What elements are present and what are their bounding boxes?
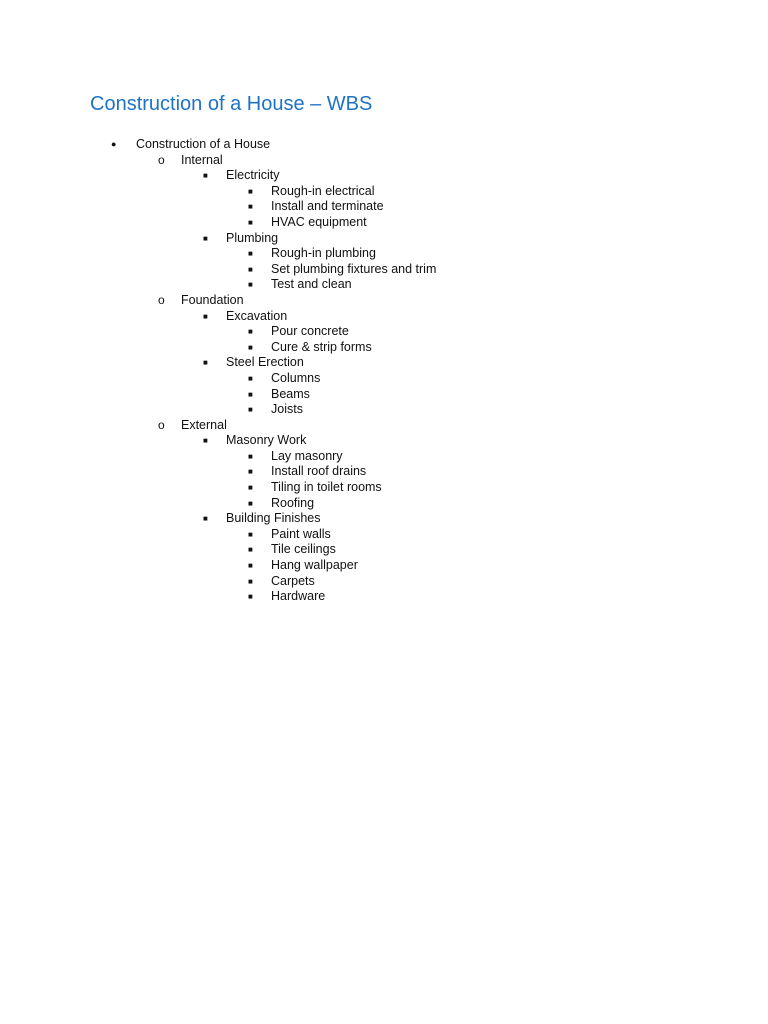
wbs-item-label: Plumbing [226,230,279,245]
wbs-item-label: Carpets [271,573,315,588]
wbs-item-label: Install and terminate [271,199,384,214]
wbs-item-task [0,542,768,558]
list-bullet: o [158,292,165,307]
wbs-item-label: External [181,417,227,432]
wbs-item-task [0,589,768,605]
wbs-item-label: Tiling in toilet rooms [271,480,382,495]
list-bullet: ■ [248,529,253,539]
list-bullet: ■ [248,249,253,259]
wbs-item-task [0,558,768,574]
list-bullet: ■ [203,171,208,181]
wbs-item-label: Roofing [271,495,315,510]
wbs-item-work-package [0,231,768,247]
list-bullet: ■ [248,498,253,508]
list-bullet: ■ [248,186,253,196]
list-bullet: ■ [248,451,253,461]
list-bullet: ■ [203,358,208,368]
document-title: Construction of a House – WBS [90,93,373,115]
wbs-item-label: Test and clean [271,277,352,292]
wbs-item-label: Building Finishes [226,511,321,526]
list-bullet: ■ [248,217,253,227]
list-bullet: ■ [248,342,253,352]
list-bullet: ■ [248,592,253,602]
wbs-item-work-package [0,511,768,527]
wbs-item-label: Construction of a House [136,137,271,151]
list-bullet: ■ [203,436,208,446]
wbs-item-task [0,480,768,496]
wbs-item-task [0,402,768,418]
wbs-item-label: Rough-in electrical [271,183,375,198]
list-bullet: ■ [248,389,253,399]
list-bullet: ■ [248,561,253,571]
wbs-item-work-package [0,309,768,325]
wbs-item-label: Hang wallpaper [271,558,358,573]
wbs-item-label: Hardware [271,589,326,604]
wbs-item-task [0,199,768,215]
wbs-item-label: Pour concrete [271,324,349,339]
wbs-outline-list [0,137,768,605]
wbs-item-label: Columns [271,370,321,385]
wbs-item-label: Foundation [181,292,244,307]
wbs-item-label: Paint walls [271,526,331,541]
wbs-item-task [0,574,768,590]
wbs-item-task [0,184,768,200]
wbs-item-task [0,527,768,543]
wbs-item-work-package [0,355,768,371]
list-bullet: ■ [248,545,253,555]
list-bullet: ■ [203,514,208,524]
list-bullet: ■ [248,280,253,290]
wbs-item-project [0,137,768,153]
wbs-item-task [0,464,768,480]
list-bullet: ■ [248,483,253,493]
wbs-item-label: Lay masonry [271,448,343,463]
list-bullet: ■ [248,327,253,337]
wbs-item-task [0,371,768,387]
wbs-item-label: Electricity [226,168,280,183]
wbs-item-label: Set plumbing fixtures and trim [271,261,437,276]
wbs-item-label: Masonry Work [226,433,307,448]
list-bullet: ■ [248,202,253,212]
wbs-item-label: Beams [271,386,310,401]
wbs-item-task [0,215,768,231]
list-bullet: ■ [248,467,253,477]
wbs-item-label: Internal [181,152,223,167]
wbs-item-label: Tile ceilings [271,542,336,557]
wbs-item-work-package [0,168,768,184]
list-bullet: ■ [203,311,208,321]
list-bullet: ■ [248,373,253,383]
wbs-item-task [0,387,768,403]
wbs-item-work-package [0,433,768,449]
list-bullet: ■ [248,576,253,586]
wbs-item-category [0,153,768,169]
wbs-item-task [0,246,768,262]
wbs-item-task [0,340,768,356]
wbs-item-label: Joists [271,402,303,417]
wbs-item-label: HVAC equipment [271,214,367,229]
wbs-item-task [0,262,768,278]
list-bullet: ■ [248,405,253,415]
wbs-item-task [0,449,768,465]
wbs-item-label: Steel Erection [226,355,304,370]
wbs-item-category [0,418,768,434]
wbs-item-task [0,324,768,340]
wbs-item-label: Install roof drains [271,464,367,479]
wbs-item-label: Excavation [226,308,288,323]
wbs-item-label: Cure & strip forms [271,339,372,354]
list-bullet: ■ [203,233,208,243]
list-bullet: o [158,417,165,432]
list-bullet: ■ [248,264,253,274]
wbs-item-category [0,293,768,309]
wbs-item-task [0,277,768,293]
list-bullet: o [158,152,165,167]
list-bullet: ● [111,139,117,149]
wbs-item-label: Rough-in plumbing [271,246,376,261]
wbs-item-task [0,496,768,512]
